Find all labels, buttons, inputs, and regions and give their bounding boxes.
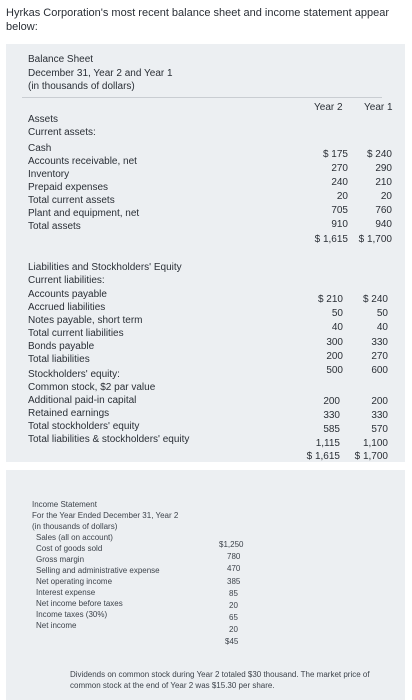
assets-row-year2: 20 <box>336 191 348 202</box>
income-row-label: Gross margin <box>36 555 85 564</box>
current-liabilities-heading: Current liabilities: <box>28 275 105 286</box>
liabilities-row-year1: 600 <box>371 365 388 376</box>
income-row-value: $45 <box>225 637 239 646</box>
balance-sheet-title: Balance Sheet <box>28 54 94 65</box>
assets-row-label: Accounts receivable, net <box>28 156 137 167</box>
equity-row-year2: 1,115 <box>315 438 340 449</box>
assets-row-year1: 940 <box>375 219 392 230</box>
income-row-label: Net operating income <box>36 577 113 586</box>
liabilities-row-label: Bonds payable <box>28 341 95 352</box>
assets-row-year2: 910 <box>331 219 348 230</box>
assets-row-label: Cash <box>28 143 52 154</box>
income-row-label: Income taxes (30%) <box>36 610 108 619</box>
assets-row-year1: 290 <box>375 163 392 174</box>
liabilities-row-year1: 270 <box>371 351 388 362</box>
liabilities-row-label: Notes payable, short term <box>28 315 143 326</box>
assets-row-year1: $ 1,700 <box>358 234 392 245</box>
assets-row-label: Inventory <box>28 169 70 180</box>
balance-sheet-date: December 31, Year 2 and Year 1 <box>28 68 173 79</box>
liabilities-row-year2: $ 210 <box>317 294 343 305</box>
assets-row-year1: 20 <box>380 191 392 202</box>
liabilities-row-year1: 330 <box>371 337 388 348</box>
liabilities-row-year2: 200 <box>326 351 343 362</box>
income-row-label: Cost of goods sold <box>36 544 103 553</box>
equity-row-label: Common stock, $2 par value <box>28 382 156 393</box>
assets-row-year2: 240 <box>331 177 348 188</box>
income-row-value: 470 <box>227 564 241 573</box>
assets-row-label: Plant and equipment, net <box>28 208 140 219</box>
equity-row-year1: 330 <box>371 410 388 421</box>
income-statement-period: For the Year Ended December 31, Year 2 <box>32 511 179 520</box>
assets-row-year2: $ 1,615 <box>314 234 348 245</box>
divider <box>22 97 382 98</box>
income-row-value: $1,250 <box>219 540 244 549</box>
liabilities-row-year1: 40 <box>376 322 388 333</box>
income-row-value: 385 <box>227 577 241 586</box>
income-statement-panel <box>6 470 405 700</box>
equity-row-year2: $ 1,615 <box>306 451 340 462</box>
income-statement-title: Income Statement <box>32 500 97 509</box>
current-assets-heading: Current assets: <box>28 127 96 138</box>
liabilities-row-year2: 500 <box>326 365 343 376</box>
liabilities-row-year2: 40 <box>331 322 343 333</box>
liabilities-row-year1: 50 <box>376 308 388 319</box>
income-row-value: 65 <box>229 613 238 622</box>
col-year1-header: Year 1 <box>364 102 393 113</box>
assets-row-label: Prepaid expenses <box>28 182 109 193</box>
equity-heading: Stockholders' equity: <box>28 369 120 380</box>
equity-row-year1: $ 1,700 <box>354 451 388 462</box>
equity-row-label: Retained earnings <box>28 408 110 419</box>
col-year2-header: Year 2 <box>314 102 343 113</box>
income-statement-units: (in thousands of dollars) <box>32 522 118 531</box>
balance-sheet-units: (in thousands of dollars) <box>28 81 135 92</box>
assets-heading: Assets <box>28 114 59 125</box>
liabilities-row-label: Accounts payable <box>28 289 107 300</box>
assets-row-year2: $ 175 <box>322 149 348 160</box>
equity-row-year1: 570 <box>371 424 388 435</box>
income-row-value: 20 <box>229 625 238 634</box>
liabilities-row-year2: 300 <box>326 337 343 348</box>
equity-row-year1: 200 <box>371 396 388 407</box>
liabilities-heading: Liabilities and Stockholders' Equity <box>28 262 182 273</box>
assets-row-year2: 705 <box>331 205 348 216</box>
income-row-label: Net income <box>36 621 77 630</box>
income-row-value: 780 <box>227 552 241 561</box>
income-row-value: 85 <box>229 589 238 598</box>
assets-row-year1: $ 240 <box>366 149 392 160</box>
dividends-note: Dividends on common stock during Year 2 totaled $30 thousand. The market price of common stock at the end of Year 2 was $15.30 per share. <box>70 670 370 690</box>
equity-row-label: Additional paid-in capital <box>28 395 137 406</box>
equity-row-year2: 330 <box>323 410 340 421</box>
income-row-label: Sales (all on account) <box>36 533 113 542</box>
assets-row-year1: 210 <box>375 177 392 188</box>
income-row-label: Selling and administrative expense <box>36 566 160 575</box>
liabilities-row-label: Total current liabilities <box>28 328 124 339</box>
assets-row-label: Total current assets <box>28 195 115 206</box>
assets-row-year1: 760 <box>375 205 392 216</box>
equity-row-year2: 200 <box>323 396 340 407</box>
liabilities-row-label: Accrued liabilities <box>28 302 106 313</box>
liabilities-row-year1: $ 240 <box>362 294 388 305</box>
income-row-value: 20 <box>229 601 238 610</box>
liabilities-row-year2: 50 <box>331 308 343 319</box>
assets-row-year2: 270 <box>331 163 348 174</box>
assets-row-label: Total assets <box>28 221 81 232</box>
equity-row-label: Total liabilities & stockholders' equity <box>28 434 190 445</box>
equity-row-year1: 1,100 <box>362 438 388 449</box>
balance-sheet-panel <box>6 44 405 462</box>
equity-row-year2: 585 <box>323 424 340 435</box>
income-row-label: Net income before taxes <box>36 599 123 608</box>
liabilities-row-label: Total liabilities <box>28 354 90 365</box>
income-row-label: Interest expense <box>36 588 96 597</box>
intro-text: Hyrkas Corporation's most recent balance sheet and income statement appear below: <box>6 7 390 33</box>
equity-row-label: Total stockholders' equity <box>28 421 140 432</box>
